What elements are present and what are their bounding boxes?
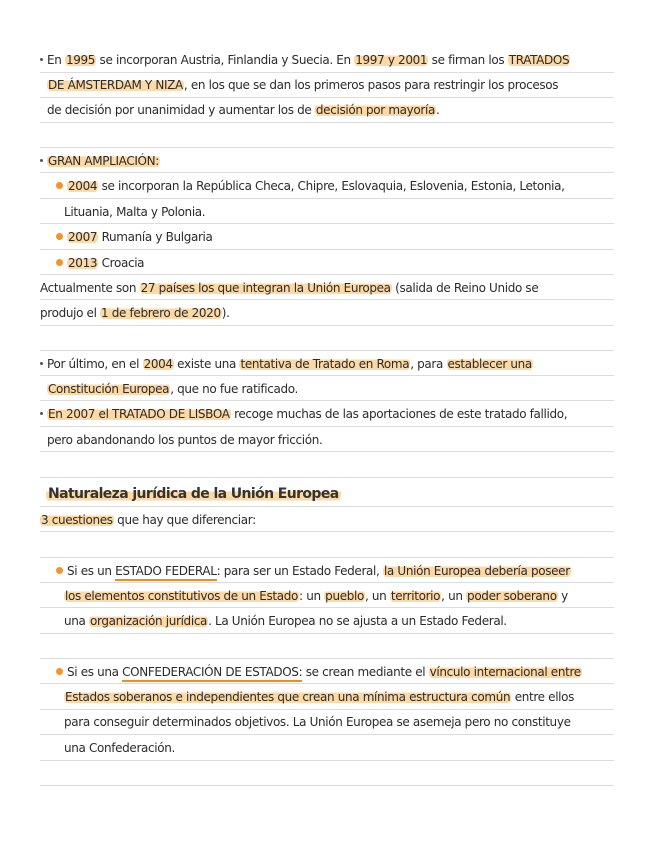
highlight-estados-soberanos: Estados soberanos e independientes que crean una mínima estructura común bbox=[65, 690, 511, 704]
text: se crean mediante el bbox=[302, 665, 429, 679]
highlight-year: 2013 bbox=[68, 256, 98, 270]
text: Lituania, Malta y Polonia. bbox=[64, 205, 206, 219]
text: produjo el bbox=[40, 306, 101, 320]
text: pero abandonando los puntos de mayor fricción. bbox=[47, 433, 323, 447]
text: se firman los bbox=[428, 53, 508, 67]
rule bbox=[40, 350, 614, 351]
orange-bullet-icon bbox=[56, 259, 63, 266]
highlight-year: 1995 bbox=[65, 53, 96, 67]
text: , que no fue ratificado. bbox=[170, 382, 299, 396]
actual-line-2 bbox=[40, 305, 614, 321]
underlined-estado-federal: ESTADO FEDERAL bbox=[115, 564, 216, 581]
text: , un bbox=[441, 589, 467, 603]
underlined-confederacion: CONFEDERACIÓN DE ESTADOS: bbox=[122, 665, 302, 682]
rule bbox=[40, 400, 614, 401]
bullet-icon bbox=[40, 58, 43, 61]
text: , un bbox=[364, 589, 390, 603]
text: : un bbox=[299, 589, 325, 603]
text: para conseguir determinados objetivos. La Unión Europea se asemeja pero no constituye bbox=[64, 715, 571, 729]
text: existe una bbox=[173, 357, 240, 371]
rule bbox=[40, 683, 614, 684]
text: una Confederación. bbox=[64, 741, 175, 755]
highlight-year: 2004 bbox=[143, 357, 173, 371]
rule bbox=[40, 375, 614, 376]
highlight-constitucion: Constitución Europea bbox=[48, 382, 170, 396]
p1-line-3 bbox=[47, 102, 621, 118]
rule bbox=[40, 122, 614, 123]
text: , en los que se dan los primeros pasos para restringir los procesos bbox=[183, 78, 559, 92]
section-heading: Naturaleza jurídica de la Unión Europea bbox=[48, 486, 339, 502]
p1-line-1 bbox=[40, 52, 614, 68]
highlight-mayoria: decisión por mayoría bbox=[315, 103, 436, 117]
highlight-vinculo: vínculo internacional entre bbox=[429, 665, 581, 679]
ultimo-line-2 bbox=[47, 381, 621, 397]
bullet-icon bbox=[40, 159, 43, 162]
text: entre ellos bbox=[511, 690, 575, 704]
highlight-lisboa: En 2007 el TRATADO DE LISBOA bbox=[48, 407, 230, 421]
confed-line-1 bbox=[56, 664, 630, 680]
gran-title bbox=[40, 153, 614, 169]
rule bbox=[40, 506, 614, 507]
rule bbox=[40, 97, 614, 98]
text: ). bbox=[221, 306, 230, 320]
text: . bbox=[436, 103, 440, 117]
rule bbox=[40, 734, 614, 735]
text: Si es un bbox=[67, 564, 116, 578]
rule bbox=[40, 299, 614, 300]
gran-item-2004-cont bbox=[64, 204, 638, 220]
orange-bullet-icon bbox=[56, 182, 63, 189]
highlight-tratados: TRATADOS bbox=[508, 53, 570, 67]
text: Actualmente son bbox=[40, 281, 140, 295]
orange-bullet-icon bbox=[56, 567, 63, 574]
confed-line-3 bbox=[64, 714, 638, 730]
highlight-date: 1 de febrero de 2020 bbox=[101, 306, 221, 320]
text: Si es una bbox=[67, 665, 123, 679]
bullet-icon bbox=[40, 362, 43, 365]
federal-line-1 bbox=[56, 563, 630, 579]
confed-line-2 bbox=[64, 689, 638, 705]
text: se incorporan la República Checa, Chipre, Eslovaquia, Eslovenia, Estonia, Letonia, bbox=[98, 179, 565, 193]
rule bbox=[40, 477, 614, 478]
rule bbox=[40, 426, 614, 427]
highlight-establecer: establecer una bbox=[447, 357, 532, 371]
text: de decisión por unanimidad y aumentar los de bbox=[47, 103, 315, 117]
rule bbox=[40, 72, 614, 73]
rule bbox=[40, 760, 614, 761]
rule bbox=[40, 531, 614, 532]
cuestiones-line bbox=[40, 512, 614, 528]
rule bbox=[40, 557, 614, 558]
rule bbox=[40, 172, 614, 173]
ultimo-line-1 bbox=[40, 356, 614, 372]
text: , para bbox=[410, 357, 447, 371]
highlight-organizacion: organización jurídica bbox=[89, 614, 208, 628]
highlight-year: 2007 bbox=[68, 230, 98, 244]
confed-line-4 bbox=[64, 740, 638, 756]
federal-line-2 bbox=[64, 588, 638, 604]
lisboa-line-1 bbox=[40, 406, 614, 422]
text: En bbox=[47, 53, 65, 67]
text: Por último, en el bbox=[47, 357, 143, 371]
text: Rumanía y Bulgaria bbox=[98, 230, 213, 244]
rule bbox=[40, 451, 614, 452]
rule bbox=[40, 582, 614, 583]
highlight-gran-ampliacion: GRAN AMPLIACIÓN: bbox=[48, 154, 159, 168]
rule bbox=[40, 325, 614, 326]
text: recoge muchas de las aportaciones de este tratado fallido, bbox=[230, 407, 568, 421]
highlight-elementos: los elementos constitutivos de un Estado bbox=[65, 589, 299, 603]
bullet-icon bbox=[40, 412, 43, 415]
gran-item-2004 bbox=[56, 178, 630, 194]
text: : para ser un Estado Federal, bbox=[216, 564, 383, 578]
highlight-27-paises: 27 países los que integran la Unión Europea bbox=[140, 281, 391, 295]
rule bbox=[40, 709, 614, 710]
gran-item-2013 bbox=[56, 255, 630, 271]
text: Croacia bbox=[98, 256, 145, 270]
gran-item-2007 bbox=[56, 229, 630, 245]
rule bbox=[40, 223, 614, 224]
text: se incorporan Austria, Finlandia y Suecia. En bbox=[96, 53, 355, 67]
text: (salida de Reino Unido se bbox=[391, 281, 539, 295]
federal-line-3 bbox=[64, 613, 638, 629]
highlight-tratados: DE ÁMSTERDAM Y NIZA bbox=[48, 78, 183, 92]
rule bbox=[40, 658, 614, 659]
orange-bullet-icon bbox=[56, 233, 63, 240]
highlight-poder: poder soberano bbox=[467, 589, 557, 603]
lisboa-line-2 bbox=[47, 432, 621, 448]
rule bbox=[40, 147, 614, 148]
rule bbox=[40, 785, 614, 786]
rule bbox=[40, 249, 614, 250]
highlight-pueblo: pueblo bbox=[325, 589, 364, 603]
text: una bbox=[64, 614, 89, 628]
actual-line-1 bbox=[40, 280, 614, 296]
text: que hay que diferenciar: bbox=[113, 513, 256, 527]
rule bbox=[40, 607, 614, 608]
highlight-year: 2004 bbox=[68, 179, 98, 193]
highlight-tentativa: tentativa de Tratado en Roma bbox=[240, 357, 410, 371]
highlight-territorio: territorio bbox=[390, 589, 441, 603]
highlight-cuestiones: 3 cuestiones bbox=[41, 513, 113, 527]
text: y bbox=[557, 589, 568, 603]
rule bbox=[40, 198, 614, 199]
highlight-years: 1997 y 2001 bbox=[355, 53, 428, 67]
orange-bullet-icon bbox=[56, 668, 63, 675]
rule bbox=[40, 274, 614, 275]
text: . La Unión Europea no se ajusta a un Estado Federal. bbox=[208, 614, 507, 628]
p1-line-2 bbox=[47, 77, 621, 93]
highlight-debe-poseer: la Unión Europea debería poseer bbox=[383, 564, 570, 578]
rule bbox=[40, 633, 614, 634]
